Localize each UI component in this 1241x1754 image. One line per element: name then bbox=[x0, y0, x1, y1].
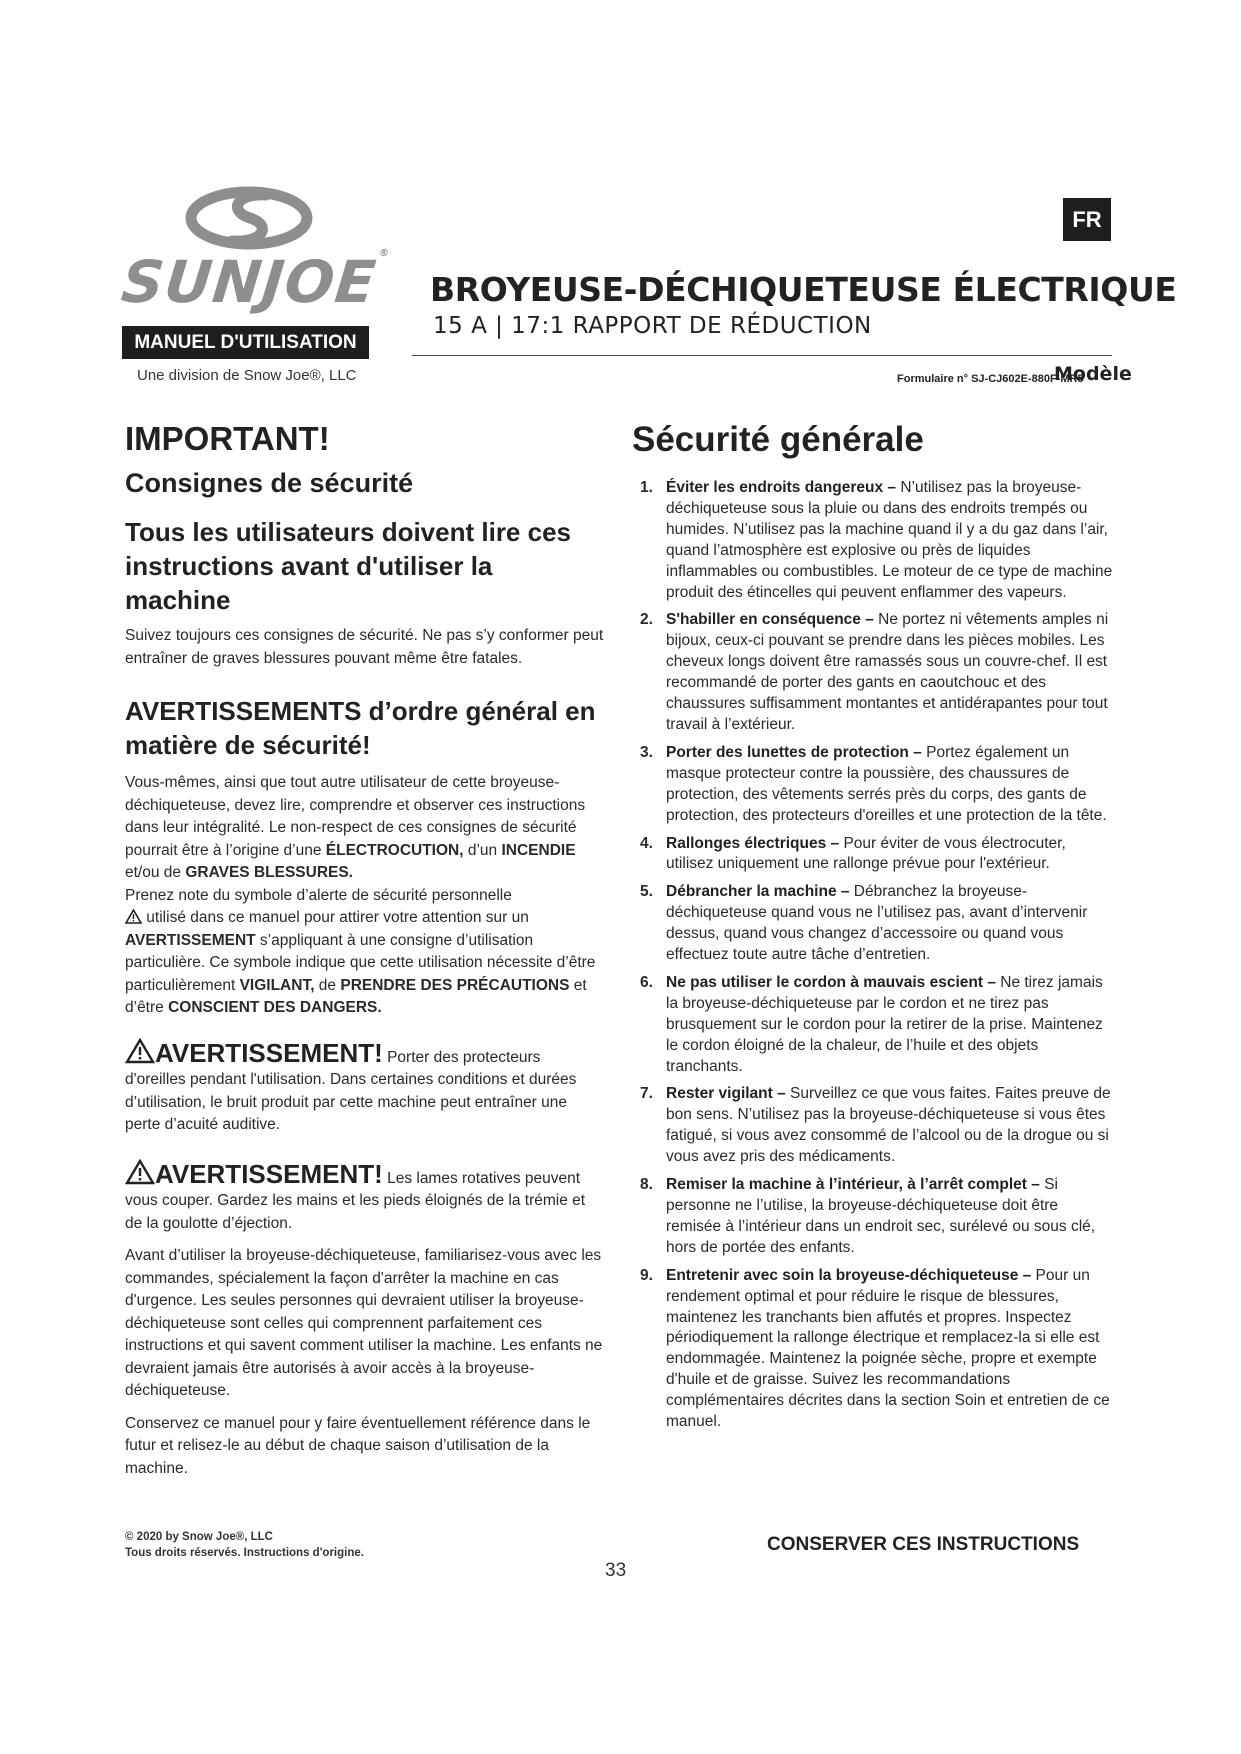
list-item: 9. Entretenir avec soin la broyeuse-déchiqueteuse – Pour un rendement optimal et pour réduire le risque de blessures, maintenez les tranchants bien affutés et propres. Inspectez périodiquement la rallonge électrique et remplacez-la si elle est endommagée. Maintenez la poignée sèche, propre et exempte d'huile et de graisse. Suivez les recommandations complémentaires décrites dans la section Soin et entretien de ce manuel. bbox=[640, 1266, 1110, 1431]
left-column bbox=[125, 420, 605, 1480]
list-item: 3. Porter des lunettes de protection – Portez également un masque protecteur contre la poussière, des chaussures de protection, des vêtements serrés près du corps, des gants de protection, des protecteurs d'oreilles et une protection de la tête. bbox=[640, 743, 1107, 824]
division-text: Une division de Snow Joe®, LLC bbox=[137, 367, 357, 384]
blade-warning: AVERTISSEMENT! Les lames rotatives peuvent vous couper. Gardez les mains et les pieds éloignés de la trémie et de la goulotte d’éjection. bbox=[125, 1158, 586, 1232]
document-subtitle: 15 A | 17:1 RAPPORT DE RÉDUCTION bbox=[433, 313, 872, 339]
warning-triangle-icon bbox=[125, 1038, 155, 1064]
page-number: 33 bbox=[605, 1560, 627, 1581]
compliance-paragraph: Vous-mêmes, ainsi que tout autre utilisateur de cette broyeuse-déchiqueteuse, devez lire, comprendre et observer ces instructions dans leur intégralité. Le non-respect de ces consignes de sécurité pourrait être à l’origine d’une ÉLECTROCUTION, d’un INCENDIE et/ou de GRAVES BLESSURES. bbox=[125, 774, 586, 881]
header-divider bbox=[412, 355, 1112, 356]
list-item: 4. Rallonges électriques – Pour éviter de vous électrocuter, utilisez uniquement une rallonge prévue pour l'extérieur. bbox=[640, 834, 1066, 873]
safety-symbol-paragraph: Prenez note du symbole d’alerte de sécurité personnelle utilisé dans ce manuel pour attirer votre attention sur un AVERTISSEMENT s’appliquant à une consigne d’utilisation particulière. Ce symbole indique que cette utilisation nécessite d’être particulièrement VIGILANT, de PRENDRE DES PRÉCAUTIONS et d’être CONSCIENT DES DANGERS. bbox=[125, 886, 596, 1016]
manual-label: MANUEL D'UTILISATION bbox=[122, 326, 369, 359]
read-instructions-heading: Tous les utilisateurs doivent lire ces instructions avant d'utiliser la machine bbox=[125, 517, 571, 615]
list-item: 1. Éviter les endroits dangereux – N’utilisez pas la broyeuse-déchiqueteuse sous la pluie ou dans des endroits trempés ou humides. N’utilisez pas la machine quand il y a du gaz dans l’air, quand l’atmosphère est explosive ou près de liquides inflammables ou combustibles. Le moteur de ce type de machine produit des étincelles qui peuvent enflammer des vapeurs. bbox=[640, 479, 1113, 601]
sunjoe-logo-icon bbox=[184, 185, 314, 251]
intro-paragraph: Suivez toujours ces consignes de sécurité. Ne pas s’y conformer peut entraîner de graves blessures pouvant même être fatales. bbox=[125, 627, 604, 667]
general-warnings-heading: AVERTISSEMENTS d’ordre général en matière de sécurité! bbox=[125, 696, 596, 760]
hearing-warning: AVERTISSEMENT! Porter des protecteurs d'oreilles pendant l'utilisation. Dans certaines conditions et durées d’utilisation, le bruit produit par cette machine peut entraîner une perte d’acuité auditive. bbox=[125, 1037, 577, 1133]
rights-line: Tous droits réservés. Instructions d'origine. bbox=[125, 1547, 364, 1559]
document-title: BROYEUSE-DÉCHIQUETEUSE ÉLECTRIQUE bbox=[430, 270, 1177, 309]
brand-logo-text: SUNJOE® bbox=[118, 248, 391, 316]
list-item: 5. Débrancher la machine – Débranchez la broyeuse-déchiqueteuse quand vous ne l’utilisez pas, avant d’intervenir dessus, quand vous changez d’accessoire ou quand vous effectuez toute autre tâche d’entretien. bbox=[640, 883, 1088, 964]
safety-rules-list bbox=[640, 478, 1115, 1440]
copyright-notice bbox=[125, 1529, 364, 1561]
important-heading: IMPORTANT! bbox=[125, 420, 330, 457]
consignes-heading: Consignes de sécurité bbox=[125, 468, 414, 498]
list-item: 6. Ne pas utiliser le cordon à mauvais escient – Ne tirez jamais la broyeuse-déchiqueteuse par le cordon et ne tirez pas brusquement sur le cordon pour la retirer de la prise. Maintenez le cordon éloigné de la chaleur, de l’huile et des objets tranchants. bbox=[640, 973, 1103, 1075]
familiarize-paragraph: Avant d’utiliser la broyeuse-déchiqueteuse, familiarisez-vous avec les commandes, spécialement la façon d'arrêter la machine en cas d'urgence. Les seules personnes qui devraient utiliser la broyeuse-déchiqueteuse sont celles qui comprennent parfaitement ces instructions et qui savent comment utiliser la machine. Les enfants ne devraient jamais être autorisés à avoir accès à la broyeuse-déchiqueteuse. bbox=[125, 1247, 603, 1399]
warning-triangle-icon bbox=[125, 1159, 155, 1185]
general-safety-heading: Sécurité générale bbox=[632, 420, 924, 459]
language-badge: FR bbox=[1063, 198, 1111, 241]
warning-triangle-icon bbox=[125, 909, 142, 924]
copyright-line: © 2020 by Snow Joe®, LLC bbox=[125, 1531, 273, 1543]
keep-instructions-footer: CONSERVER CES INSTRUCTIONS bbox=[767, 1534, 1080, 1555]
keep-manual-paragraph: Conservez ce manuel pour y faire éventuellement référence dans le futur et relisez-le au début de chaque saison d’utilisation de la machine. bbox=[125, 1414, 591, 1477]
form-number: Formulaire n° SJ-CJ602E-880F-MR5 bbox=[897, 373, 1084, 385]
list-item: 2. S'habiller en conséquence – Ne portez ni vêtements amples ni bijoux, ceux-ci pouvant se prendre dans les pièces mobiles. Les cheveux longs doivent être ramassés sous un couvre-chef. Il est recommandé de porter des gants en caoutchouc et des chaussures suffisamment montantes et antidérapantes pour tout travail à l’extérieur. bbox=[640, 611, 1109, 733]
list-item: 7. Rester vigilant – Surveillez ce que vous faites. Faites preuve de bon sens. N’utilisez pas la broyeuse-déchiqueteuse si vous êtes fatigué, si vous avez consommé de l’alcool ou de la drogue ou si vous avez pris des médicaments. bbox=[640, 1085, 1111, 1166]
model-label: Modèle bbox=[1054, 363, 1132, 385]
list-item: 8. Remiser la machine à l’intérieur, à l’arrêt complet – Si personne ne l’utilise, la broyeuse-déchiqueteuse doit être remisée à l’intérieur dans un endroit sec, surélevé ou sous clé, hors de portée des enfants. bbox=[640, 1176, 1096, 1256]
